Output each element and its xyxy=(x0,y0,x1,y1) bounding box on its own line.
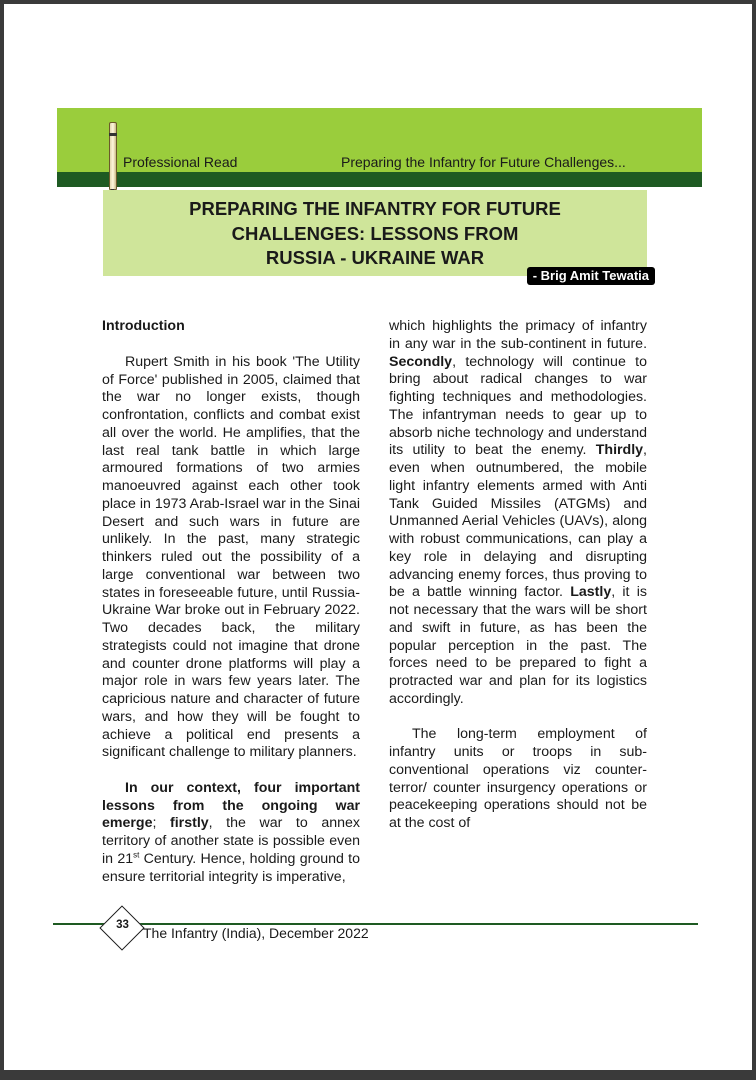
text: to xyxy=(552,406,574,423)
text: factor. xyxy=(524,584,571,601)
title-line: CHALLENGES: LESSONS FROM xyxy=(231,222,519,244)
text: be xyxy=(389,584,412,601)
text: (UAVs), xyxy=(559,513,613,530)
text: can xyxy=(578,531,608,547)
text: technology xyxy=(475,424,548,441)
text: Century. Hence, holding ground to ensure territorial integrity is imperative, xyxy=(102,850,361,885)
text: methodologies. xyxy=(550,389,647,405)
bold-text: Secondly xyxy=(389,353,453,370)
text: up xyxy=(610,406,636,423)
text: which xyxy=(389,318,433,334)
text: understand xyxy=(575,424,647,441)
text: not xyxy=(389,602,414,618)
text: winning xyxy=(469,584,525,601)
text: Vehicles xyxy=(502,513,560,530)
text: the xyxy=(574,460,606,476)
text: the xyxy=(498,318,526,334)
paragraph xyxy=(389,318,647,709)
text: to xyxy=(635,566,647,583)
text: thus xyxy=(552,566,585,583)
text: key xyxy=(389,548,424,565)
text: , the war to annex territory of another state is possible even in 21 xyxy=(102,815,360,867)
text: necessary xyxy=(413,602,483,618)
text: as xyxy=(529,619,555,636)
text: plan xyxy=(519,673,553,689)
bold-text: Lastly xyxy=(570,584,612,601)
text: to xyxy=(635,406,647,423)
text: Anti xyxy=(622,477,648,494)
text: be xyxy=(495,655,520,672)
text: about xyxy=(432,371,481,388)
text: future, xyxy=(480,619,530,636)
text: has xyxy=(554,619,587,636)
bold-text: Thirdly xyxy=(595,442,644,459)
text: robust xyxy=(420,531,466,547)
text: play xyxy=(607,531,640,547)
paragraph xyxy=(102,780,360,887)
text: to xyxy=(475,655,496,672)
text: infantryman xyxy=(422,406,506,423)
header-dark-strip xyxy=(57,172,702,187)
text: past. xyxy=(580,637,623,654)
text: the xyxy=(476,335,501,352)
text: communications, xyxy=(465,531,579,547)
text: prepared xyxy=(519,655,585,672)
paragraph: Rupert Smith in his book 'The Utility of Force' published in 2005, claimed that the war no longer exists, though confrontation, conflicts and combat exist all over the world. He amplifies, that the last real tank battle in which large armoured formations of two armies manoeuvred against each other took place in 1973 Arab-Israel war in the Sinai Desert and such wars in future are unlikely. In the past, many strategic thinkers ruled out the possibility of a large conventional war between two states in foreseeable future, until Russia-Ukraine War broke out in February 2022. Two decades back, the military strategists could not imagine that drone and counter drone platforms will play a major role in wars few years later. The capricious nature and character of future wars, and how they will be fought to achieve a political end presents a significant challenge to military planners. xyxy=(102,353,360,761)
text: sub-continent xyxy=(500,335,591,352)
text: role xyxy=(423,548,461,565)
text: , xyxy=(452,353,466,370)
column-right xyxy=(389,318,647,833)
text: Aerial xyxy=(461,513,503,530)
text: be xyxy=(594,602,616,618)
author-badge: - Brig Amit Tewatia xyxy=(527,267,655,285)
text: Tank xyxy=(389,495,432,512)
text: light xyxy=(389,477,423,494)
text: fight xyxy=(604,655,640,672)
text: primacy xyxy=(525,318,582,334)
bold-text: firstly xyxy=(170,815,209,832)
superscript: st xyxy=(133,850,140,860)
text: to xyxy=(600,371,625,388)
column-left xyxy=(102,318,360,886)
page-number: 33 xyxy=(116,919,129,931)
text: with xyxy=(389,531,421,547)
title-line: RUSSIA - UKRAINE WAR xyxy=(265,247,485,268)
text: elements xyxy=(477,477,543,494)
text: in xyxy=(389,335,405,352)
text: Unmanned xyxy=(389,513,462,530)
text: war xyxy=(459,673,489,689)
text: even xyxy=(389,460,431,476)
text: along xyxy=(612,513,647,530)
text: the xyxy=(548,637,581,654)
text: forces, xyxy=(505,566,553,583)
text: short xyxy=(615,602,647,618)
pen-icon xyxy=(109,122,117,190)
text: to xyxy=(635,353,647,370)
text: changes xyxy=(534,371,601,388)
text: any xyxy=(404,335,433,352)
text: ; xyxy=(152,815,171,832)
text: , xyxy=(611,584,623,601)
paragraph: The long-term employment of infantry units or troops in sub-conventional operations viz counter-terror/ counter insurgency operations or peacekeeping operations should not be at the cost of xyxy=(389,726,648,831)
text: enemy xyxy=(458,566,506,583)
text: The xyxy=(622,637,647,654)
text: in xyxy=(460,335,477,352)
text: that xyxy=(482,602,512,618)
text: and xyxy=(488,673,520,689)
text: and xyxy=(389,619,423,636)
bold-text: In our context, four important lessons from the ongoing war emerge xyxy=(102,779,360,832)
text: technology xyxy=(465,353,544,370)
text: Guided xyxy=(431,495,491,512)
text: is xyxy=(636,584,647,601)
title-line: PREPARING THE INFANTRY FOR FUTURE xyxy=(189,198,561,219)
article-title xyxy=(103,197,647,271)
text: mobile xyxy=(605,460,647,476)
text: absorb xyxy=(389,424,437,441)
text: of xyxy=(581,318,601,334)
text: techniques xyxy=(442,389,520,405)
text: and xyxy=(549,548,586,565)
text: perception xyxy=(448,637,527,654)
text: utility xyxy=(412,442,455,459)
text: for xyxy=(552,673,576,689)
text: accordingly. xyxy=(389,690,464,707)
section-label: Professional Read xyxy=(123,154,238,170)
text: infantry xyxy=(422,477,478,494)
text: in xyxy=(590,335,607,352)
text: proving xyxy=(584,566,636,583)
text: popular xyxy=(389,637,449,654)
text: armed xyxy=(542,477,591,494)
text: its xyxy=(389,442,413,459)
text: in xyxy=(460,548,484,565)
text: forces xyxy=(389,655,436,672)
text: to xyxy=(584,655,605,672)
text: enemy. xyxy=(541,442,596,459)
publication-footer: The Infantry (India), December 2022 xyxy=(143,925,369,941)
text: a xyxy=(412,584,428,601)
text: will xyxy=(543,353,573,370)
text: continue xyxy=(572,353,636,370)
text: a xyxy=(639,531,648,547)
text: with xyxy=(590,477,623,494)
text: its xyxy=(575,673,597,689)
text: , xyxy=(643,442,647,459)
text: delaying xyxy=(483,548,550,565)
text: protracted xyxy=(389,673,460,689)
text: it xyxy=(622,584,637,601)
text: beat xyxy=(475,442,513,459)
text: in xyxy=(526,637,549,654)
text: bring xyxy=(389,371,433,388)
text: gear xyxy=(573,406,611,423)
text: radical xyxy=(480,371,535,388)
text: fighting xyxy=(389,389,443,405)
text: the xyxy=(627,619,647,636)
text: war xyxy=(432,335,461,352)
text: the xyxy=(512,442,541,459)
text: war xyxy=(624,371,647,388)
text: disrupting xyxy=(585,548,648,565)
text: highlights xyxy=(432,318,499,334)
text: a xyxy=(639,655,648,672)
text: outnumbered, xyxy=(475,460,575,476)
text: the xyxy=(511,602,536,618)
text: future. xyxy=(606,335,648,352)
text: logistics xyxy=(596,673,648,689)
text: need xyxy=(435,655,476,672)
text: niche xyxy=(436,424,475,441)
text: in xyxy=(459,619,481,636)
text: when xyxy=(430,460,476,476)
text: and xyxy=(623,495,647,512)
running-title: Preparing the Infantry for Future Challenges... xyxy=(341,154,626,170)
text: advancing xyxy=(389,566,459,583)
text: The xyxy=(389,406,423,423)
text: (ATGMs) xyxy=(553,495,624,512)
text: needs xyxy=(505,406,553,423)
text: wars xyxy=(535,602,571,618)
text: and xyxy=(547,424,576,441)
text: battle xyxy=(427,584,470,601)
text: and xyxy=(519,389,551,405)
text: been xyxy=(586,619,628,636)
text: swift xyxy=(422,619,460,636)
text: will xyxy=(570,602,595,618)
text: to xyxy=(454,442,476,459)
text: infantry xyxy=(600,318,647,334)
section-heading: Introduction xyxy=(102,318,185,334)
text: Missiles xyxy=(490,495,554,512)
